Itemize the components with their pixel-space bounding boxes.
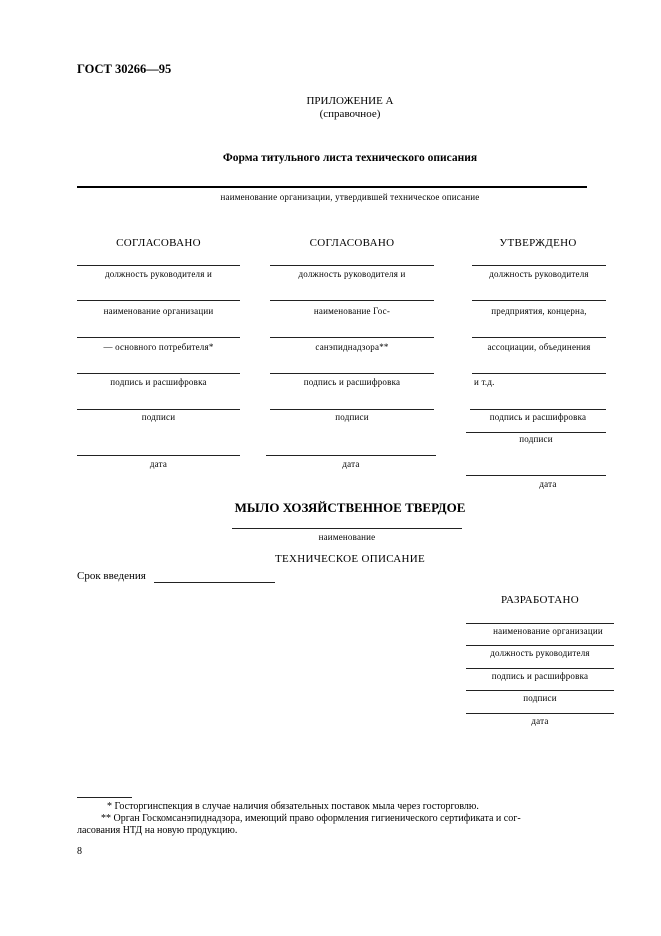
signature-line bbox=[466, 432, 606, 433]
column-3-caption: предприятия, концерна, bbox=[491, 306, 587, 316]
signature-line bbox=[470, 409, 606, 410]
signature-line bbox=[77, 373, 240, 374]
signature-line bbox=[77, 409, 240, 410]
signature-line bbox=[466, 623, 614, 624]
signature-line bbox=[466, 475, 606, 476]
document-code: ГОСТ 30266—95 bbox=[77, 62, 172, 76]
footnote-separator bbox=[77, 797, 132, 798]
footnote-1: * Госторгинспекция в случае наличия обязательных поставок мыла через госторговлю. bbox=[107, 801, 479, 812]
signature-line bbox=[77, 300, 240, 301]
column-3-caption: подпись и расшифровка bbox=[489, 412, 587, 422]
appendix-title: ПРИЛОЖЕНИЕ А bbox=[306, 95, 394, 107]
signature-line bbox=[270, 300, 434, 301]
signature-line bbox=[270, 337, 434, 338]
developed-caption: должность руководителя bbox=[490, 648, 590, 658]
column-2-caption: дата bbox=[342, 459, 360, 469]
column-1-caption: наименование организации bbox=[103, 306, 214, 316]
column-1-caption: подписи bbox=[141, 412, 176, 422]
signature-line bbox=[466, 690, 614, 691]
appendix-subtitle: (справочное) bbox=[319, 108, 381, 120]
developed-heading: РАЗРАБОТАНО bbox=[500, 594, 580, 606]
footnote-2-line-2: ласования НТД на новую продукцию. bbox=[77, 825, 238, 836]
column-3-caption: и т.д. bbox=[474, 377, 495, 387]
footnote-2-line-1: ** Орган Госкомсанэпиднадзора, имеющий право оформления гигиенического сертификата и сог- bbox=[101, 813, 521, 824]
page-number: 8 bbox=[77, 846, 82, 857]
effective-date-line bbox=[154, 582, 275, 583]
form-title: Форма титульного листа технического описания bbox=[222, 152, 478, 164]
signature-line bbox=[466, 713, 614, 714]
column-2-caption: санэпиднадзора** bbox=[315, 342, 389, 352]
product-name-line bbox=[232, 528, 462, 529]
signature-line bbox=[472, 337, 606, 338]
signature-line bbox=[270, 409, 434, 410]
column-1-caption: дата bbox=[149, 459, 168, 469]
organization-line bbox=[77, 186, 587, 188]
signature-line bbox=[270, 373, 434, 374]
signature-line bbox=[466, 645, 614, 646]
column-1-caption: подпись и расшифровка bbox=[110, 377, 207, 387]
product-caption: наименование bbox=[318, 532, 376, 542]
column-1-caption: — основного потребителя* bbox=[103, 342, 214, 352]
developed-caption: подпись и расшифровка bbox=[491, 671, 589, 681]
signature-line bbox=[266, 455, 436, 456]
signature-line bbox=[270, 265, 434, 266]
signature-line bbox=[472, 300, 606, 301]
column-3-caption: ассоциации, объединения bbox=[487, 342, 591, 352]
column-2-caption: подпись и расшифровка bbox=[303, 377, 401, 387]
developed-caption: дата bbox=[531, 716, 549, 726]
appendix-heading bbox=[220, 95, 480, 121]
developed-caption: подписи bbox=[523, 693, 557, 703]
signature-line bbox=[466, 668, 614, 669]
signature-line bbox=[77, 337, 240, 338]
column-1-caption: должность руководителя и bbox=[104, 269, 213, 279]
column-3-heading: УТВЕРЖДЕНО bbox=[499, 237, 577, 249]
technical-description-title: ТЕХНИЧЕСКОЕ ОПИСАНИЕ bbox=[274, 553, 426, 565]
organization-caption: наименование организации, утвердившей техническое описание bbox=[220, 192, 480, 202]
column-3-caption: должность руководителя bbox=[489, 269, 589, 279]
product-title: МЫЛО ХОЗЯЙСТВЕННОЕ ТВЕРДОЕ bbox=[234, 500, 466, 515]
column-2-caption: подписи bbox=[335, 412, 369, 422]
signature-line bbox=[472, 265, 606, 266]
column-2-caption: должность руководителя и bbox=[298, 269, 406, 279]
column-2-heading: СОГЛАСОВАНО bbox=[309, 237, 395, 249]
column-1-heading: СОГЛАСОВАНО bbox=[116, 237, 201, 249]
developed-caption: наименование организации bbox=[493, 626, 603, 636]
signature-line bbox=[77, 455, 240, 456]
signature-line bbox=[472, 373, 606, 374]
column-2-caption: наименование Гос- bbox=[313, 306, 391, 316]
effective-date-label: Срок введения bbox=[77, 570, 146, 582]
column-3-caption: подписи bbox=[519, 434, 553, 444]
signature-line bbox=[77, 265, 240, 266]
column-3-caption: дата bbox=[539, 479, 557, 489]
